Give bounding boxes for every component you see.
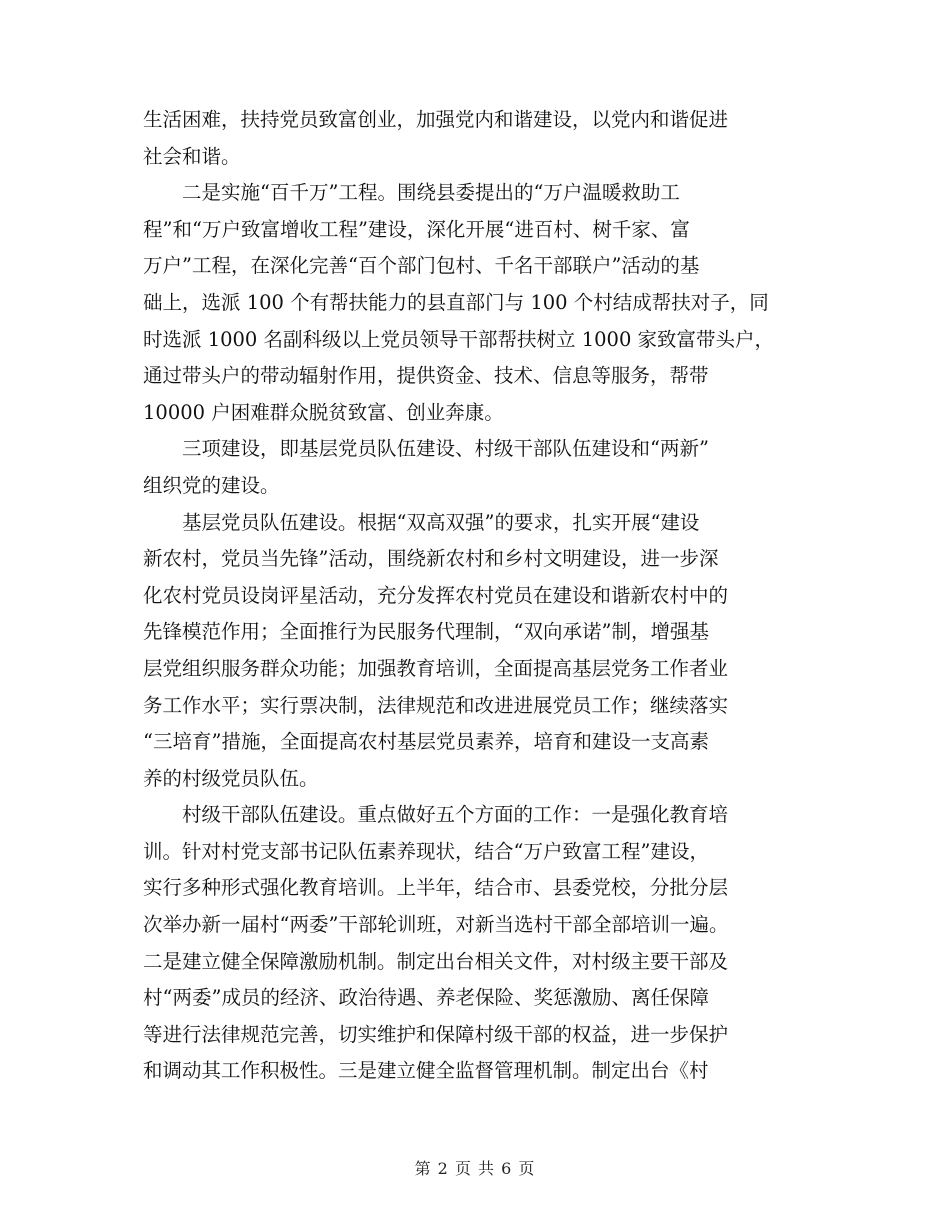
text-line: 二是实施“百千万”工程。围绕县委提出的“万户温暖救助工: [143, 181, 680, 205]
text-line: 等进行法律规范完善，切实维护和保障村级干部的权益，进一步保护: [143, 1022, 729, 1046]
text-line: 和调动其工作积极性。三是建立健全监督管理机制。制定出台《村: [143, 1059, 709, 1083]
text-line: 程”和“万户致富增收工程”建设，深化开展“进百村、树千家、富: [143, 217, 690, 241]
text-line: 次举办新一届村“两委”干部轮训班，对新当选村干部全部培训一遍。: [143, 913, 729, 937]
text-line: 10000 户困难群众脱贫致富、创业奔康。: [143, 400, 504, 424]
text-line: 础上，选派 100 个有帮扶能力的县直部门与 100 个村结成帮扶对子，同: [143, 290, 769, 314]
text-line: 三项建设，即基层党员队伍建设、村级干部队伍建设和“两新”: [143, 437, 709, 461]
text-line: 化农村党员设岗评星活动，充分发挥农村党员在建设和谐新农村中的: [143, 583, 729, 607]
text-line: 万户”工程，在深化完善“百个部门包村、千名干部联户”活动的基: [143, 254, 700, 278]
text-line: 生活困难，扶持党员致富创业，加强党内和谐建设，以党内和谐促进: [143, 108, 729, 131]
page-number-footer: 第 2 页 共 6 页: [414, 1159, 536, 1178]
text-line: 先锋模范作用；全面推行为民服务代理制，“双向承诺”制，增强基: [143, 620, 709, 644]
text-line: 训。针对村党支部书记队伍素养现状，结合“万户致富工程”建设，: [143, 839, 709, 863]
text-line: 时选派 1000 名副科级以上党员领导干部帮扶树立 1000 家致富带头户，: [143, 327, 775, 351]
text-line: 社会和谐。: [143, 144, 241, 168]
text-line: 养的村级党员队伍。: [143, 766, 319, 790]
text-line: 村级干部队伍建设。重点做好五个方面的工作：一是强化教育培: [143, 803, 729, 827]
text-line: 村“两委”成员的经济、政治待遇、养老保险、奖惩激励、离任保障: [143, 986, 709, 1010]
text-line: 务工作水平；实行票决制，法律规范和改进进展党员工作；继续落实: [143, 693, 729, 717]
text-line: 组织党的建设。: [143, 473, 280, 497]
text-line: 通过带头户的带动辐射作用，提供资金、技术、信息等服务，帮带: [143, 364, 709, 388]
text-line: “三培育”措施，全面提高农村基层党员素养，培育和建设一支高素: [143, 730, 709, 754]
text-line: 基层党员队伍建设。根据“双高双强”的要求，扎实开展“建设: [143, 510, 700, 534]
document-body: [143, 102, 813, 1090]
text-line: 层党组织服务群众功能；加强教育培训，全面提高基层党务工作者业: [143, 656, 729, 680]
text-line: 二是建立健全保障激励机制。制定出台相关文件，对村级主要干部及: [143, 949, 729, 973]
text-line: 实行多种形式强化教育培训。上半年，结合市、县委党校，分批分层: [143, 876, 729, 900]
text-line: 新农村，党员当先锋”活动，围绕新农村和乡村文明建设，进一步深: [143, 547, 719, 571]
